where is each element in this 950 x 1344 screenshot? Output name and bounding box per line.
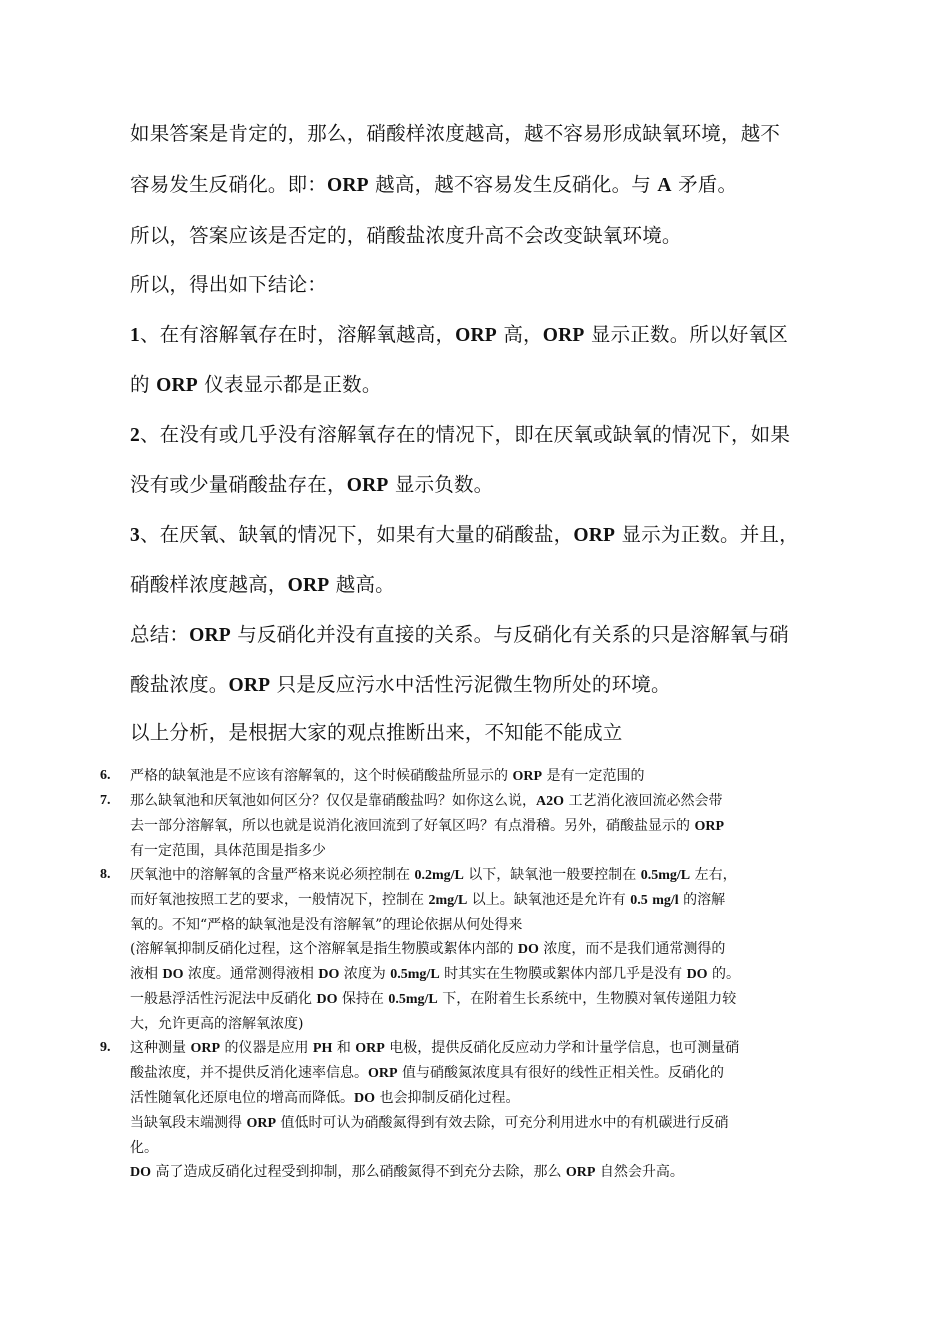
paragraph-line: 所以，得出如下结论： xyxy=(130,273,328,296)
paragraph-line: 3、在厌氧、缺氧的情况下，如果有大量的硝酸盐，ORP 显示为正数。并且， xyxy=(130,523,799,546)
paragraph-line: 如果答案是肯定的，那么，硝酸样浓度越高，越不容易形成缺氧环境，越不 xyxy=(130,122,781,145)
paragraph-line: 的 ORP 仪表显示都是正数。 xyxy=(130,373,382,396)
list-line: DO 高了造成反硝化过程受到抑制，那么硝酸氮得不到充分去除，那么 ORP 自然会升高。 xyxy=(130,1164,684,1180)
list-line: 酸盐浓度，并不提供反消化速率信息。ORP 值与硝酸氮浓度具有很好的线性正相关性。反硝化的 xyxy=(130,1065,725,1081)
paragraph-line: 没有或少量硝酸盐存在，ORP 显示负数。 xyxy=(130,473,494,496)
list-item xyxy=(100,1036,850,1185)
list-line: 严格的缺氧池是不应该有溶解氧的，这个时候硝酸盐所显示的 ORP 是有一定范围的 xyxy=(130,768,645,784)
list-number: 9. xyxy=(100,1040,111,1055)
list-line: 这种测量 ORP 的仪器是应用 PH 和 ORP 电极，提供反硝化反应动力学和计量学信息，也可测量硝 xyxy=(130,1040,740,1056)
paragraph-line: 总结：ORP 与反硝化并没有直接的关系。与反硝化有关系的只是溶解氧与硝 xyxy=(130,623,789,646)
paragraph-line: 所以，答案应该是否定的，硝酸盐浓度升高不会改变缺氧环境。 xyxy=(130,224,682,247)
list-number: 6. xyxy=(100,768,111,783)
list-line: 化。 xyxy=(130,1140,158,1156)
list-item xyxy=(100,789,850,863)
list-line: 大，允许更高的溶解氧浓度) xyxy=(130,1016,304,1032)
paragraph-line: 硝酸样浓度越高，ORP 越高。 xyxy=(130,573,395,596)
list-line: 活性随氧化还原电位的增高而降低。DO 也会抑制反硝化过程。 xyxy=(130,1090,520,1106)
list-number: 8. xyxy=(100,867,111,882)
paragraph-line: 容易发生反硝化。即：ORP 越高，越不容易发生反硝化。与 A 矛盾。 xyxy=(130,173,738,196)
list-item xyxy=(100,863,850,1036)
paragraph-line: 1、在有溶解氧存在时，溶解氧越高，ORP 高，ORP 显示正数。所以好氧区 xyxy=(130,323,788,346)
paragraph-line: 酸盐浓度。ORP 只是反应污水中活性污泥微生物所处的环境。 xyxy=(130,673,671,696)
list-line: 液相 DO 浓度。通常测得液相 DO 浓度为 0.5mg/L 时其实在生物膜或絮体内部几乎是没有 DO 的。 xyxy=(130,966,741,982)
list-line: 而好氧池按照工艺的要求，一般情况下，控制在 2mg/L 以上。缺氧池还是允许有 0.5 mg/l 的溶解 xyxy=(130,892,726,908)
numbered-list xyxy=(100,764,850,1185)
list-line: 那么缺氧池和厌氧池如何区分？仅仅是靠硝酸盐吗？如你这么说，A2O 工艺消化液回流必然会带 xyxy=(130,793,723,809)
list-line: 有一定范围，具体范围是指多少 xyxy=(130,843,326,859)
list-line: 一般悬浮活性污泥法中反硝化 DO 保持在 0.5mg/L 下，在附着生长系统中，生物膜对氧传递阻力较 xyxy=(130,991,737,1007)
list-line: 氧的。不知“严格的缺氧池是没有溶解氧”的理论依据从何处得来 xyxy=(130,917,523,933)
list-line: 去一部分溶解氧，所以也就是说消化液回流到了好氧区吗？有点滑稽。另外，硝酸盐显示的 ORP xyxy=(130,818,725,834)
paragraph-line: 2、在没有或几乎没有溶解氧存在的情况下，即在厌氧或缺氧的情况下，如果 xyxy=(130,423,791,446)
list-line: (溶解氧抑制反硝化过程，这个溶解氧是指生物膜或絮体内部的 DO 浓度，而不是我们通常测得的 xyxy=(130,941,726,957)
paragraph-line: 以上分析，是根据大家的观点推断出来，不知能不能成立 xyxy=(130,721,623,744)
list-line: 厌氧池中的溶解氧的含量严格来说必须控制在 0.2mg/L 以下，缺氧池一般要控制在 0.5mg/L 左右， xyxy=(130,867,737,883)
list-line: 当缺氧段末端测得 ORP 值低时可认为硝酸氮得到有效去除，可充分利用进水中的有机碳进行反硝 xyxy=(130,1115,729,1131)
list-item xyxy=(100,764,850,789)
list-number: 7. xyxy=(100,793,111,808)
